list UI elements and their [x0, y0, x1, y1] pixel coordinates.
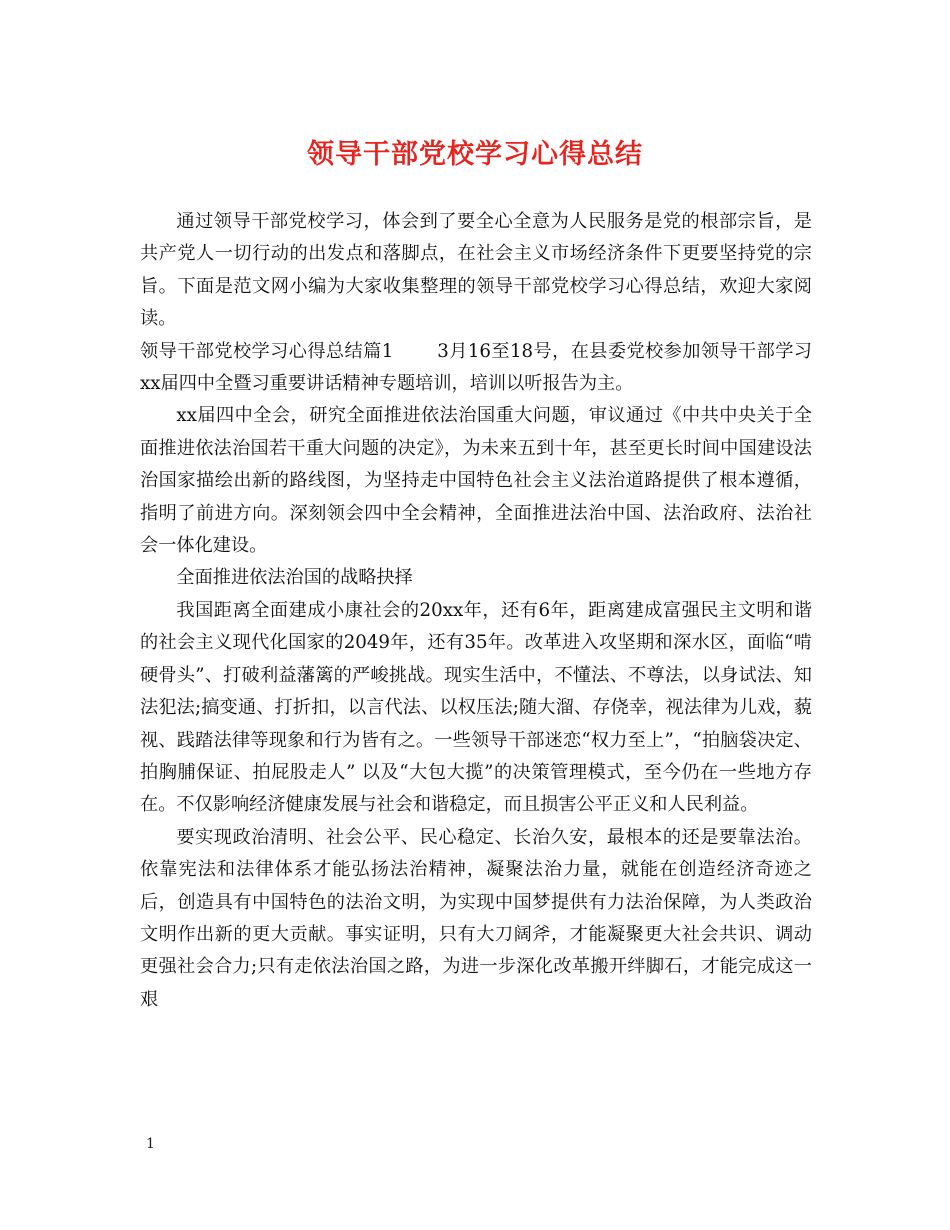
- paragraph-article-1: [140, 336, 812, 401]
- document-body: [140, 206, 812, 1016]
- article-heading: 领导干部党校学习心得总结篇1: [140, 340, 394, 362]
- document-title: 领导干部党校学习心得总结: [307, 139, 643, 170]
- paragraph-intro: 通过领导干部党校学习，体会到了要全心全意为人民服务是党的根部宗旨，是共产党人一切行动的出发点和落脚点，在社会主义市场经济条件下更要坚持党的宗旨。下面是范文网小编为大家收集整理的领导干部党校学习心得总结，欢迎大家阅读。: [140, 211, 812, 330]
- page-number: 1: [146, 1136, 155, 1152]
- section-heading: 全面推进依法治国的战略抉择: [176, 567, 413, 589]
- paragraph-strategy: 我国距离全面建成小康社会的20xx年，还有6年，距离建成富强民主文明和谐的社会主义现代化国家的2049年，还有35年。改革进入攻坚期和深水区，面临“啃硬骨头”、打破利益藩篱的严峻挑战。现实生活中，不懂法、不尊法，以身试法、知法犯法;搞变通、打折扣，以言代法、以权压法;随大溜、存侥幸，视法律为儿戏，藐视、践踏法律等现象和行为皆有之。一些领导干部迷恋“权力至上”，“拍脑袋决定、拍胸脯保证、拍屁股走人” 以及“大包大揽”的决策管理模式，至今仍在一些地方存在。不仅影响经济健康发展与社会和谐稳定，而且损害公平正义和人民利益。: [140, 599, 812, 816]
- paragraph-plenum: xx届四中全会，研究全面推进依法治国重大问题，审议通过《中共中央关于全面推进依法治国若干重大问题的决定》，为未来五到十年，甚至更长时间中国建设法治国家描绘出新的路线图，为坚持走中国特色社会主义法治道路提供了根本遵循，指明了前进方向。深刻领会四中全会精神，全面推进法治中国、法治政府、法治社会一体化建设。: [140, 405, 812, 557]
- article-1-text: 3月16至18号，在县委党校参加领导干部学习xx届四中全暨习重要讲话精神专题培训，培训以听报告为主。: [140, 340, 812, 395]
- paragraph-rule-of-law: 要实现政治清明、社会公平、民心稳定、长治久安，最根本的还是要靠法治。依靠宪法和法律体系才能弘扬法治精神，凝聚法治力量，就能在创造经济奇迹之后，创造具有中国特色的法治文明，为实现中国梦提供有力法治保障，为人类政治文明作出新的更大贡献。事实证明，只有大刀阔斧，才能凝聚更大社会共识、调动更强社会合力;只有走依法治国之路，为进一步深化改革搬开绊脚石，才能完成这一艰: [140, 826, 812, 1010]
